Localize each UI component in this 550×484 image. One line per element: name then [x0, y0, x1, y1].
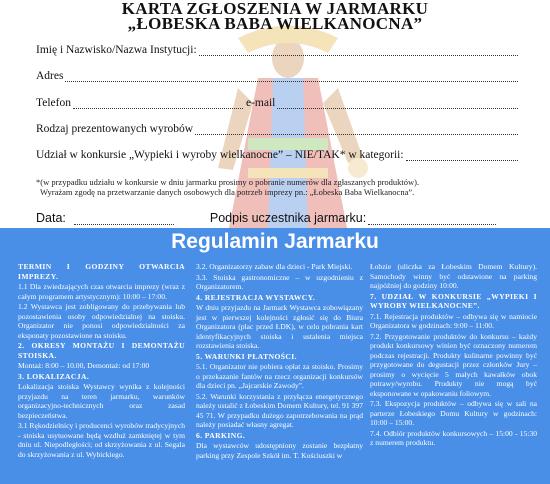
rules-section [0, 228, 550, 484]
consent-note: Wyrażam zgodę na przetwarzanie danych osobowych dla potrzeb imprezy pn.: „Łobeska Baba Wielkanocna”. [40, 187, 415, 197]
rules-paragraph: Montaż: 8:00 – 10.00, Demontaż: od 17:00 [18, 361, 150, 370]
rules-paragraph: 3.1 Rękodzielnicy i producenci wyrobów tradycyjnych - stoiska usytuowane będą wzdłuż zamkniętej w tym dniu ul. Niepodległości; od skrzyżowania z ul. Segala do skrzyżowania z ul. Wybickiego. [18, 421, 186, 459]
rules-heading: 6. PARKING. [196, 430, 246, 440]
rules-heading: TERMIN I GODZINY OTWARCIA IMPREZY. [18, 262, 185, 281]
products-dots [195, 124, 518, 135]
name-label: Imię i Nazwisko/Nazwa Instytucji: [36, 44, 197, 56]
rules-paragraph: 5.2. Warunki korzystania z przyłącza energetycznego należy ustalić z Łobeskim Domem Kultury, tel. 91 397 45 71. W przypadku dużego zapotrzebowania na prąd należy posiadać własny agregat. [196, 391, 363, 429]
rules-paragraph: 5.1. Organizator nie pobiera opłat za stoisko. Prosimy o przekazanie fantów na rzecz organizacji konkursów dla dzieci pn. „Jajcarskie Zawody”. [196, 362, 363, 390]
products-field[interactable] [36, 121, 518, 135]
form-subtitle: „ŁOBESKA BABA WIELKANOCNA” [127, 14, 423, 33]
email-dots [277, 98, 518, 109]
rules-column-2 [196, 262, 363, 461]
rules-paragraph: 3.3. Stoiska gastronomiczne – w uzgodnieniu z Organizatorem. [196, 272, 363, 291]
rules-paragraph: 7.4. Odbiór produktów konkursowych – 15:00 - 15:30 z numerem produktu. [370, 428, 537, 447]
products-label: Rodzaj prezentowanych wyrobów [36, 123, 194, 135]
date-signature-row [36, 209, 516, 225]
address-label: Adres [36, 70, 64, 82]
rules-title: Regulamin Jarmarku [171, 230, 379, 253]
rules-paragraph: 1.2 Wystawca jest zobligowany do przebywania lub pozostawienia osoby odpowiedzialnej na stoisku. Organizator nie ponosi odpowiedzialności za eksponaty pozostawione na stoisku. [18, 302, 185, 340]
rules-paragraph: 3.2. Organizatorzy zabaw dla dzieci - Park Miejski. [196, 262, 353, 271]
contest-note: *(w przypadku udziału w konkursie w dniu jarmarku prosimy o pobranie numerów dla zgłaszanych produktów). [36, 177, 420, 187]
phone-dots [73, 98, 243, 109]
rules-paragraph: Dla wystawców udostępniony zostanie bezpłatny parking przy Zespole Szkół im. T. Kościuszki w [196, 441, 363, 460]
rules-paragraph: W dniu przyjazdu na Jarmark Wystawca zobowiązany jest w pierwszej kolejności zgłosić się do Biura Organizatora (plac przed ŁDK), w celu pobrania kart identyfikacyjnych stoiska i ustalenia miejsca rozstawienia stoiska. [196, 303, 363, 350]
contest-field[interactable] [36, 147, 518, 161]
signature-field[interactable] [368, 213, 496, 225]
rules-paragraph: 7.1. Rejestracja produktów – odbywa się w namiocie Organizatora w godzinach: 9:00 – 11:00. [370, 311, 537, 330]
name-field[interactable] [36, 42, 518, 56]
email-field[interactable] [243, 97, 518, 109]
contest-dots [406, 150, 518, 161]
registration-form [0, 0, 550, 228]
signature-label: Podpis uczestnika jarmarku: [209, 211, 367, 225]
rules-paragraph: 7.2. Przygotowanie produktów do konkursu – każdy produkt konkursowy winien być oznaczony numerem podczas rejestracji. Produkty kulinarne powinny być przygotowane do degustacji przez członków Jury – prosimy o wycięcie 5 małych kawałków obok potrawy/wyrobu. Produkty nie mogą być eksponowane w opakowaniu foliowym. [370, 331, 537, 398]
phone-email-field[interactable] [36, 95, 518, 109]
rules-heading: 5. WARUNKI PŁATNOŚCI. [196, 351, 297, 361]
form-title: KARTA ZGŁOSZENIA W JARMARKU [121, 0, 429, 18]
rules-paragraph: 7.3. Ekspozycja produktów – odbywa się w sali na parterze Łobeskiego Domu Kultury w godzinach: 10:00 – 15:00. [370, 399, 537, 427]
date-label: Data: [36, 211, 66, 225]
contest-label: Udział w konkursie „Wypieki i wyroby wielkanocne” – NIE/TAK* w kategorii: [36, 149, 404, 161]
address-dots [65, 71, 518, 82]
name-dots [199, 45, 518, 56]
rules-heading: 2. OKRESY MONTAŻU I DEMONTAŻU STOISKA. [18, 341, 185, 360]
rules-paragraph: Lokalizacja stoiska Wystawcy wynika z kolejności przyjazdu na teren jarmarku, warunków organizacyjno-technicznych oraz zasad bezpieczeństwa. [18, 382, 185, 420]
rules-heading: 7. UDZIAŁ W KONKURSIE „WYPIEKI I WYROBY WIELKANOCNE”. [370, 291, 537, 310]
rules-column-1 [18, 262, 185, 460]
phone-label: Telefon [36, 97, 71, 109]
rules-paragraph: Łobzie (uliczka za Łobeskim Domem Kultury). Samochody winny być odstawione na parking najpóźniej do godziny 10:00. [370, 262, 537, 290]
rules-paragraph: 1.1 Dla zwiedzających czas otwarcia imprezy (wraz z całym programem artystycznym): 10:00 – 17:00. [18, 282, 185, 301]
rules-heading: 3. LOKALIZACJA. [18, 371, 90, 381]
rules-heading: 4. REJESTRACJA WYSTAWCY. [196, 292, 316, 302]
email-label: e-mail [245, 97, 276, 109]
address-field[interactable] [36, 68, 518, 82]
date-field[interactable] [74, 213, 174, 225]
rules-column-3 [370, 262, 537, 449]
